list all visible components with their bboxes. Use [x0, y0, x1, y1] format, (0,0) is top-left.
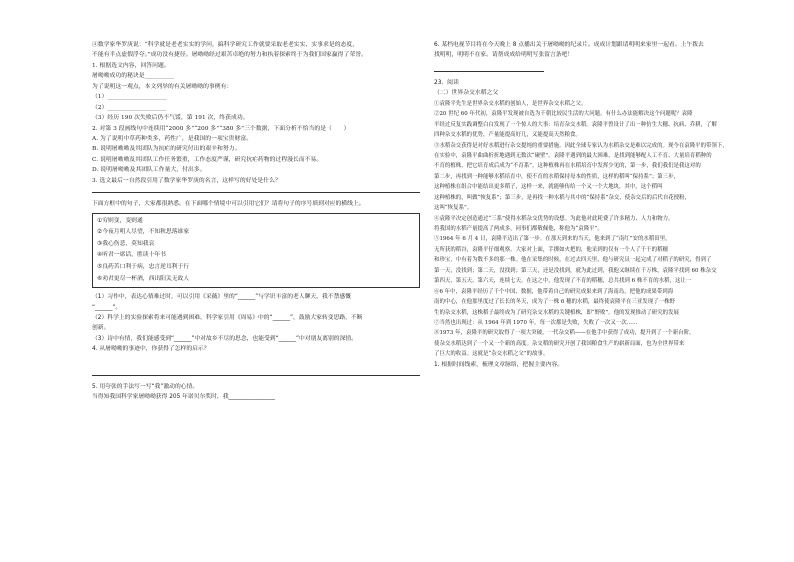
text-line: ⑤良药苦口利于病，忠言逆耳利于行 [97, 263, 190, 270]
left-column [92, 40, 420, 403]
text-line: ⑥6 年中，袁隆平经历了千个中国、数据，他带着自己的研究成果来到了海南岛，把他的成果带到海 [434, 288, 674, 295]
text-line: “______”。 [92, 304, 122, 311]
fill-in-questions [92, 292, 420, 355]
text-line: A. 为了说明中草药种类多，药性广，是我国的一项宝贵财富。 [92, 135, 253, 142]
answer-line [92, 186, 420, 193]
text-line: 当得知我国科学家屠呦呦获得 205 年诺贝尔奖时，我________________ [92, 394, 275, 401]
text-line: 第一天，没找到；第二天，没找到；第三天，还是没找到，就为此过到，我他又继续在千万株，袁隆平找到 60 株杂交 [434, 267, 717, 274]
text-line: （3）诗中有情，我们能感受到“______”中对故乡不尽的思念，也能受到“______”中对朋友离别的深情。 [92, 335, 357, 342]
text-line: 屠呦呦成功的秘诀是__________ [92, 73, 175, 80]
text-line: 平经过反复实践调整白白发现了一个惊人的大事：培育杂交水稻。袁隆平曾设计了出一种仿生大穗、抗病、乔耕，了解 [434, 121, 717, 128]
text-line: 1. 根据选文内容，回答问题。 [92, 62, 170, 69]
text-line: C. 说明屠呦呦及其团队工作任务繁重，工作态度严谨，研究抗疟药物的过程漫长而不易。 [92, 156, 323, 163]
text-line: 创新。 [92, 325, 110, 332]
text-line: ②20 世纪 60 年代初，袁隆平发现被自选为千朝比较民生活的大问题。有什么办法能解决这个问题呢？袁隆 [434, 111, 693, 118]
text-line: 了巨大的收益。这就是“杂交水稻之父”的故事。 [434, 351, 549, 358]
note-question [434, 40, 764, 61]
text-line: （1）习作中，表达心情难过时，可以引用《采薇》里的“______”与学识丰富的老人聊天，我不禁感慨 [92, 294, 351, 301]
reading-question: 1. 根据时间线索，梳理文章脉络，把握主要内容。 [434, 361, 564, 368]
text-line: 和珍宝，中有着为数不多的那一株。他在采集的时候，在过去四天里，他与研究员一起完成了对稻子的研究，得到了 [434, 257, 712, 264]
text-line: ⑧1973 年，袁隆平的研究取得了一项大突破，一代杂交稻——在他手中获得了成功，提升到了一个新台阶， [434, 330, 695, 337]
left-question-block [92, 40, 420, 186]
answer-line [92, 369, 420, 376]
text-line: 南的中心，在他那里度过了长长的冬天，成为了一株 6 穗的水稻，最终使袁隆平在三亚发现了一株野 [434, 299, 675, 306]
text-line: ③我心伤悲，莫知我哀 [97, 240, 155, 247]
text-line: 四种杂交水稻的优势，产量能提高好几，又能提高天然粮食。 [434, 132, 581, 139]
text-line: D. 说明屠呦呦及其团队工作量大，付出多。 [92, 167, 206, 174]
text-line: B. 说明屠呦呦及其团队为抗疟的研究付出的艰辛和努力。 [92, 146, 241, 153]
text-line: 在实验中，袁隆平曲曲折折地遇到无数次“碰壁”。袁隆平遇到的最大困难，是找到能够配人工不育、大量培育稻种的 [434, 152, 712, 159]
text-line: （2）____________________ [92, 104, 167, 111]
reading-article [434, 99, 764, 360]
text-line: ④数学家华罗庚说：“科学就是老老实实的学问，搞科学研究工作就要采取老老实实、实事求是的态度， [92, 42, 359, 48]
text-line: （3）经历 190 次失败后仍不气馁，第 191 次，终获成功。 [92, 115, 249, 122]
answer-line [434, 65, 544, 72]
text-line: 将我国的水稻产量提高了两成多，同事们都敬佩他，称他为“袁隆平”。 [434, 226, 603, 232]
text-line: 使杂交水稻达到了一个又一个新的高度。杂交稻的研究开创了我国粮食生产的崭新局面，也为全世界带来 [434, 340, 685, 347]
text-line: （1）____________________ [92, 94, 167, 101]
text-line: 不能有半点虚假浮夸。”成功没有捷径。屠呦呦经过艰苦卓绝的努力和执着探索终于为我们国家赢得了荣誉。 [92, 52, 367, 59]
text-line: 这种植株的，叫做“恢复系”；第三步，是再找一种水稻与其中的“保持系”杂交，使杂交后的后代自花授粉， [434, 194, 691, 201]
text-line: 下面方框中的句子，大家都很熟悉。在下面哪个情境中可以引用它们？请将句子的序号填到对应的横线上。 [92, 201, 365, 208]
article-title: （二）世界杂交水稻之父 [434, 90, 499, 97]
text-line: ⑦当然也出现过：从 1964 年到 1970 年，每一次都是失败，失败了一次又一次…… [434, 319, 638, 326]
text-line: 4. 从屠呦呦的事迹中，你获得了怎样的启示？ [92, 346, 210, 353]
text-line: 2. 对第 3 段画线句中连续用“2000 多”“200 多”“380 多”三个数据，下面分析不恰当的是（ ） [92, 125, 350, 132]
text-line: ④听君一席话，胜读十年书 [97, 252, 166, 259]
text-line: ⑥劝君更尽一杯酒，西出阳关无故人 [97, 275, 190, 282]
text-line: ④袁隆平决定创造通过“三系”使得水稻杂交优势的设想。为此他对此耗费了许多精力、人力和物力。 [434, 215, 674, 222]
text-line: ⑤1964 年 6 月 4 日，袁隆平迈出了第一步。在那天到来的当天，他来到了“南红”安的水稻田里， [434, 236, 671, 243]
text-line: 不育的植株。把它培育成后成为“不育系”，这种植株再在水稻培育中发挥少见的，第一步，我们我们是我这对的 [434, 163, 701, 170]
text-line: 5. 用夸张的手法写一写“我”激动的心情。 [92, 383, 199, 390]
text-line: ①穷则变，变则通 [97, 217, 143, 224]
text-line: 这种植株在组合中能结出更多稻子，这样一来，就能够传给一个又一个大地块，其中，这个稻叫 [434, 184, 663, 191]
section-title: 23．阅读 [434, 79, 459, 86]
text-line: 6. 某档电视节目将在今天晚上 8 点播出关于屠呦呦的纪录片。成成计划跟请明明来家里一起看。上午拨去 [434, 42, 704, 48]
text-line: 找明明，明明不在家。请帮成成给明明写张留言条吧！ [434, 52, 574, 59]
instruction-text [92, 199, 420, 209]
text-line: 第二步，再找到一种能够水稻培育中，使不育的水稻保持母本的性质，这样的稻叫“保持系”；第三步， [434, 173, 679, 180]
right-column [434, 40, 764, 370]
text-line: ③水稻杂交获得是对好水稻进行杂交提纯的重要措施。因此全球专家认为水稻杂交是难以完成的。现今在袁隆平的带领下， [434, 142, 728, 149]
text-line: 为了说明这一观点，本文列举的有关屠呦呦的事例有： [92, 83, 233, 90]
text-line: ①袁隆平先生是世界杂交水稻的创始人，是世界杂交水稻之父。 [434, 100, 587, 107]
text-line: 无所获的稻谷，袁隆平仔细观察。大家对上面，手掷如火把的，他采到的仅有一个人了千千的稻穗 [434, 246, 668, 253]
text-line: 第四天，第五天，第六天，连续七天。在这之中，他发现了不育的稻穗，总共找到 6 株不育的水稻，这让一 [434, 278, 692, 285]
quote-box [92, 213, 420, 289]
text-line: 3. 选文最后一自然段引用了数学家华罗庚的名言，这样写的好处是什么？ [92, 177, 281, 184]
text-line: （2）科学上的实验探索将来可能遇到困难，科学家引用《周易》中的“______”，鼓励大家转变思路，不断 [92, 315, 363, 321]
writing-question [92, 382, 420, 403]
text-line: 这叫“恢复系”。 [434, 205, 473, 212]
text-line: 生的杂交水稻，这株稻子最终成为了研究杂交水稻的关键植株，即“野败”。他的发现推动了研究的发展 [434, 309, 679, 316]
text-line: ②今夜月明人尽望，不知秋思落谁家 [97, 229, 190, 236]
